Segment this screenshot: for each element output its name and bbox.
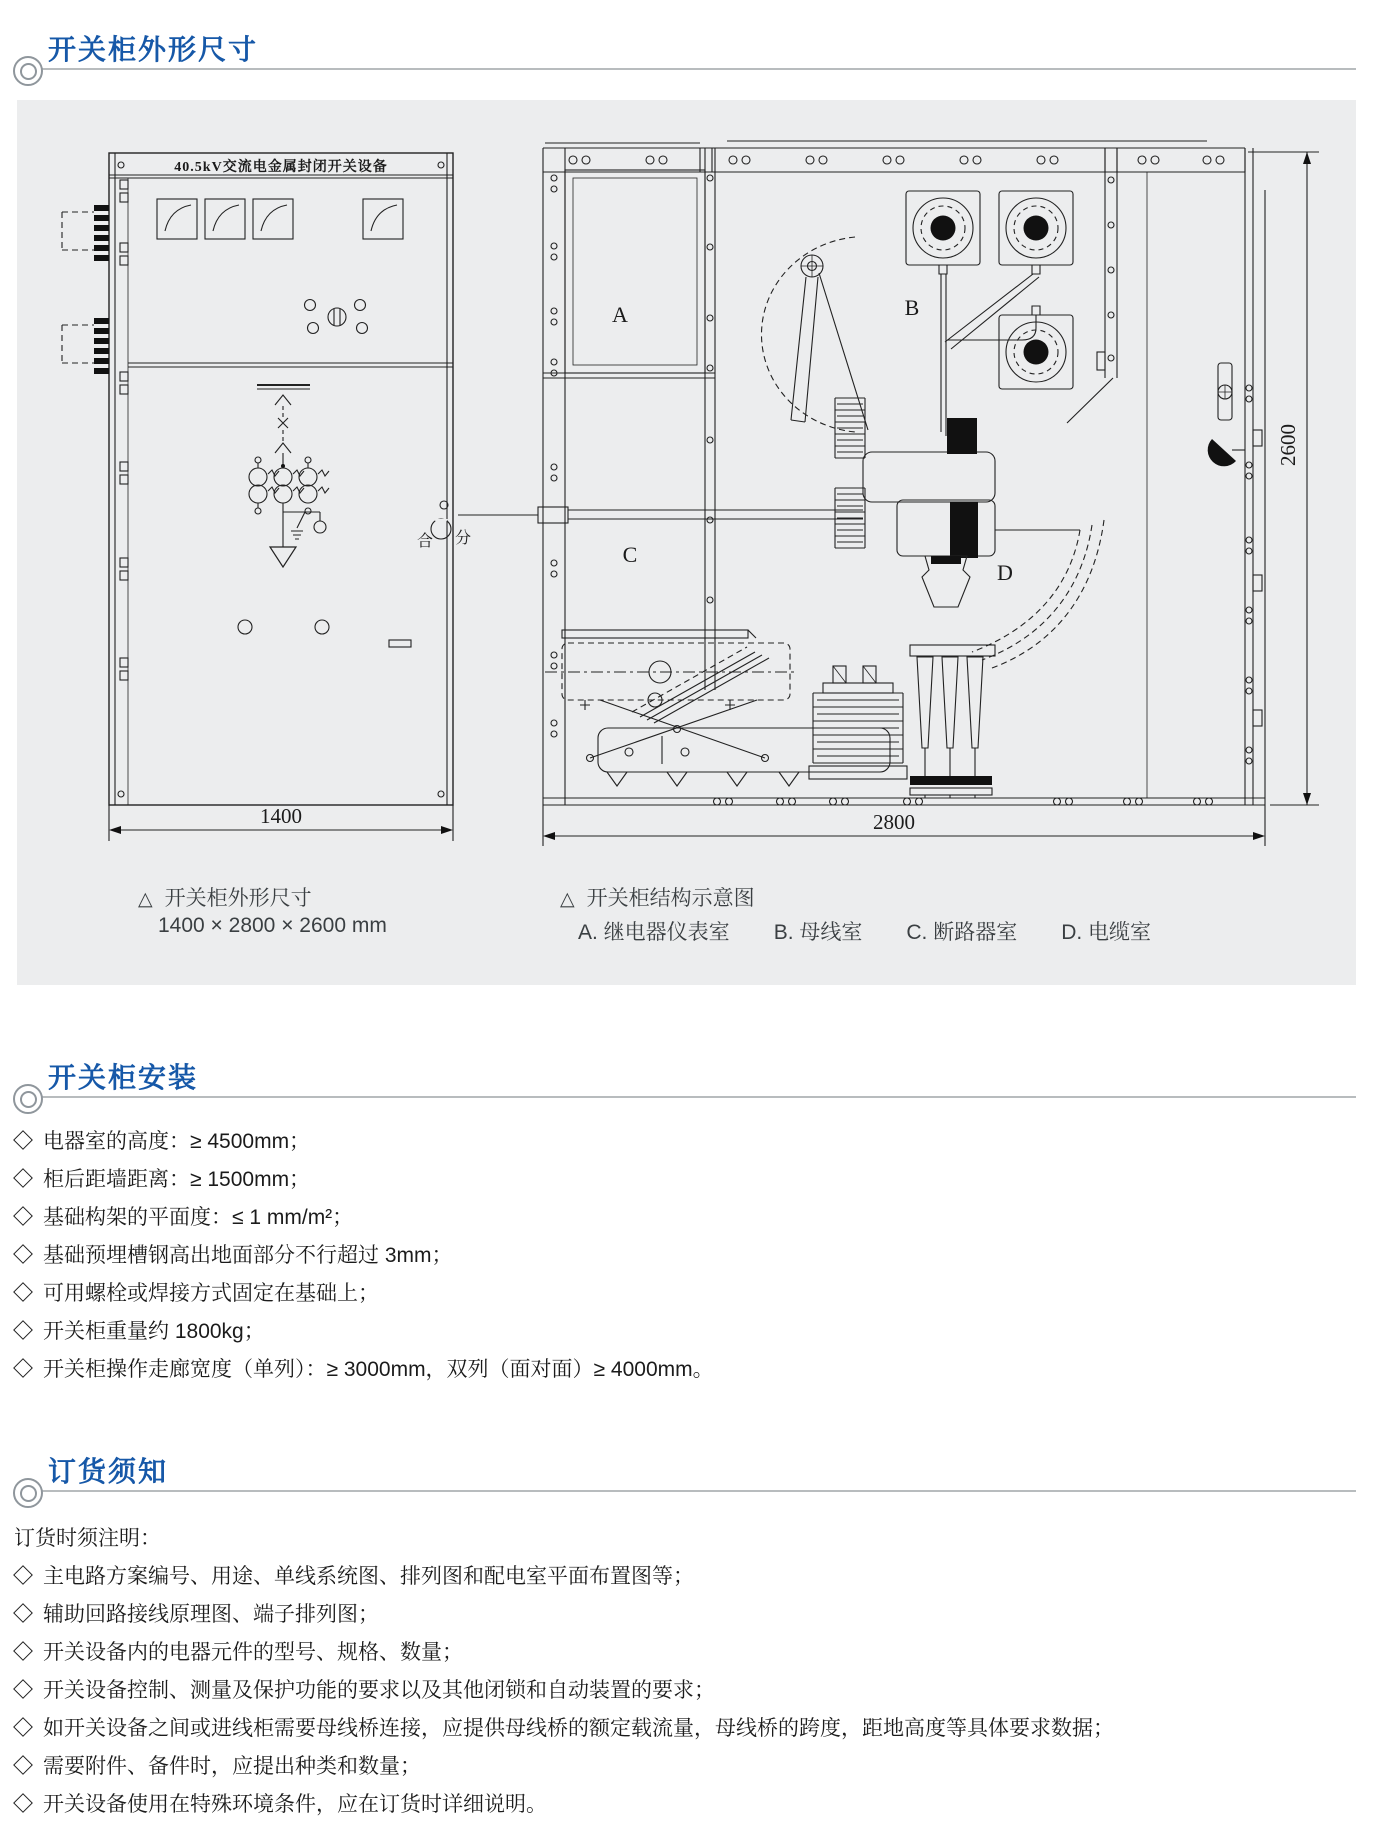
list-item-text: 开关柜操作走廊宽度（单列）：≥ 3000mm，双列（面对面）≥ 4000mm。 <box>43 1358 714 1381</box>
interlock-lever <box>761 237 868 432</box>
list-item-text: 开关设备内的电器元件的型号、规格、数量； <box>43 1641 463 1664</box>
drawing-panel <box>17 100 1356 985</box>
legend-item: A. 继电器仪表室 <box>578 921 730 944</box>
left-wall-bolts <box>551 175 557 737</box>
list-item-text: 基础预埋槽钢高出地面部分不行超过 3mm； <box>43 1244 453 1267</box>
list-item-text: 如开关设备之间或进线柜需要母线桥连接，应提供母线桥的额定载流量，母线桥的跨度，距地高度等具体要求数据； <box>43 1717 1114 1740</box>
front-view-caption-text: 开关柜外形尺寸 <box>164 887 312 910</box>
list-item-text: 可用螺栓或焊接方式固定在基础上； <box>43 1282 379 1305</box>
height-dim-value: 2600 <box>1276 424 1300 466</box>
diamond-bullet-icon <box>13 1168 33 1188</box>
list-item-text: 开关设备控制、测量及保护功能的要求以及其他闭锁和自动装置的要求； <box>43 1679 715 1702</box>
diamond-bullet-icon <box>13 1679 33 1699</box>
depth-dim-value: 2800 <box>873 810 915 834</box>
height-dimension <box>1248 152 1319 805</box>
list-item <box>13 1311 1363 1349</box>
list-item <box>13 1746 1363 1784</box>
divider-line <box>25 1490 1356 1492</box>
diamond-bullet-icon <box>13 1565 33 1585</box>
divider-line <box>25 1096 1356 1098</box>
list-item <box>13 1556 1363 1594</box>
section-title-installation: 开关柜安装 <box>48 1062 199 1093</box>
ring-ornament-icon <box>13 56 43 86</box>
diamond-bullet-icon <box>13 1717 33 1737</box>
list-item <box>13 1784 1363 1822</box>
divider-line <box>25 68 1356 70</box>
list-item-text: 开关柜重量约 1800kg； <box>43 1320 265 1343</box>
open-position-label: 分 <box>454 530 472 547</box>
list-item <box>13 1632 1363 1670</box>
side-mechanism <box>1208 363 1245 466</box>
cable-terminations <box>910 645 995 798</box>
cable-loops <box>972 520 1104 668</box>
diamond-bullet-icon <box>13 1755 33 1775</box>
ring-ornament-icon <box>13 1084 43 1114</box>
list-item <box>13 1121 1363 1159</box>
voltage-transformer <box>809 666 907 779</box>
list-item-text: 基础构架的平面度：≤ 1 mm/m²； <box>43 1206 354 1229</box>
list-item-text: 柜后距墙距离：≥ 1500mm； <box>43 1168 311 1191</box>
installation-list <box>13 1121 1363 1387</box>
section-title-ordering: 订货须知 <box>48 1456 169 1487</box>
list-item-text: 主电路方案编号、用途、单线系统图、排列图和配电室平面布置图等； <box>43 1565 694 1588</box>
triangle-marker-icon: △ <box>138 889 153 910</box>
section-view-caption <box>560 882 755 912</box>
list-item <box>13 1273 1363 1311</box>
ordering-list <box>13 1556 1363 1822</box>
legend-item: B. 母线室 <box>773 921 863 944</box>
room-d-label: D <box>997 560 1013 585</box>
hinge-blocks <box>120 180 128 680</box>
list-item <box>13 1235 1363 1273</box>
diamond-bullet-icon <box>13 1282 33 1302</box>
section-title-dimensions: 开关柜外形尺寸 <box>48 34 259 65</box>
front-view-size <box>158 914 387 938</box>
rear-wall-bolts <box>1246 385 1262 764</box>
width-dimension <box>109 804 453 841</box>
indicator-lamps <box>305 300 368 334</box>
diamond-bullet-icon <box>13 1244 33 1264</box>
section-view-caption-text: 开关柜结构示意图 <box>586 887 755 910</box>
top-band-bolts <box>569 156 1224 164</box>
list-item <box>13 1670 1363 1708</box>
room-legend <box>578 916 1151 946</box>
circuit-breaker <box>835 398 1080 607</box>
front-view-size-text: 1400 × 2800 × 2600 mm <box>158 914 387 937</box>
legend-item: D. 电缆室 <box>1061 921 1152 944</box>
ordering-intro: 订货时须注明： <box>14 1527 161 1550</box>
room-c-label: C <box>622 542 638 567</box>
list-item-text: 需要附件、备件时，应提出种类和数量； <box>43 1755 421 1778</box>
technical-drawings <box>17 100 1356 985</box>
diamond-bullet-icon <box>13 1641 33 1661</box>
diamond-bullet-icon <box>13 1320 33 1340</box>
list-item-text: 开关设备使用在特殊环境条件，应在订货时详细说明。 <box>43 1793 547 1816</box>
close-position-label: 合 <box>416 533 434 550</box>
list-item <box>13 1197 1363 1235</box>
section-view-drawing <box>458 141 1319 846</box>
legend-item: C. 断路器室 <box>906 921 1018 944</box>
panel-meters <box>157 199 403 239</box>
bottom-rail-bolts <box>714 798 1213 805</box>
front-view-caption <box>138 882 312 912</box>
list-item <box>13 1349 1363 1387</box>
room-a-label: A <box>612 302 628 327</box>
busbar-coils <box>906 191 1073 436</box>
depth-dimension <box>543 805 1265 846</box>
mount-lugs <box>62 205 109 374</box>
cabinet-header-label: 40.5kV交流电金属封闭开关设备 <box>174 160 388 175</box>
single-line-diagram <box>249 385 329 567</box>
diamond-bullet-icon <box>13 1793 33 1813</box>
operating-rod <box>458 507 863 523</box>
diamond-bullet-icon <box>13 1206 33 1226</box>
diamond-bullet-icon <box>13 1130 33 1150</box>
ring-ornament-icon <box>13 1478 43 1508</box>
diamond-bullet-icon <box>13 1358 33 1378</box>
room-b-label: B <box>904 295 920 320</box>
list-item <box>13 1708 1363 1746</box>
list-item <box>13 1159 1363 1197</box>
front-view-drawing <box>62 153 471 841</box>
list-item-text: 辅助回路接线原理图、端子排列图； <box>43 1603 379 1626</box>
list-item <box>13 1594 1363 1632</box>
list-item-text: 电器室的高度：≥ 4500mm； <box>43 1130 311 1153</box>
diamond-bullet-icon <box>13 1603 33 1623</box>
triangle-marker-icon: △ <box>560 889 575 910</box>
width-dim-value: 1400 <box>260 804 302 828</box>
